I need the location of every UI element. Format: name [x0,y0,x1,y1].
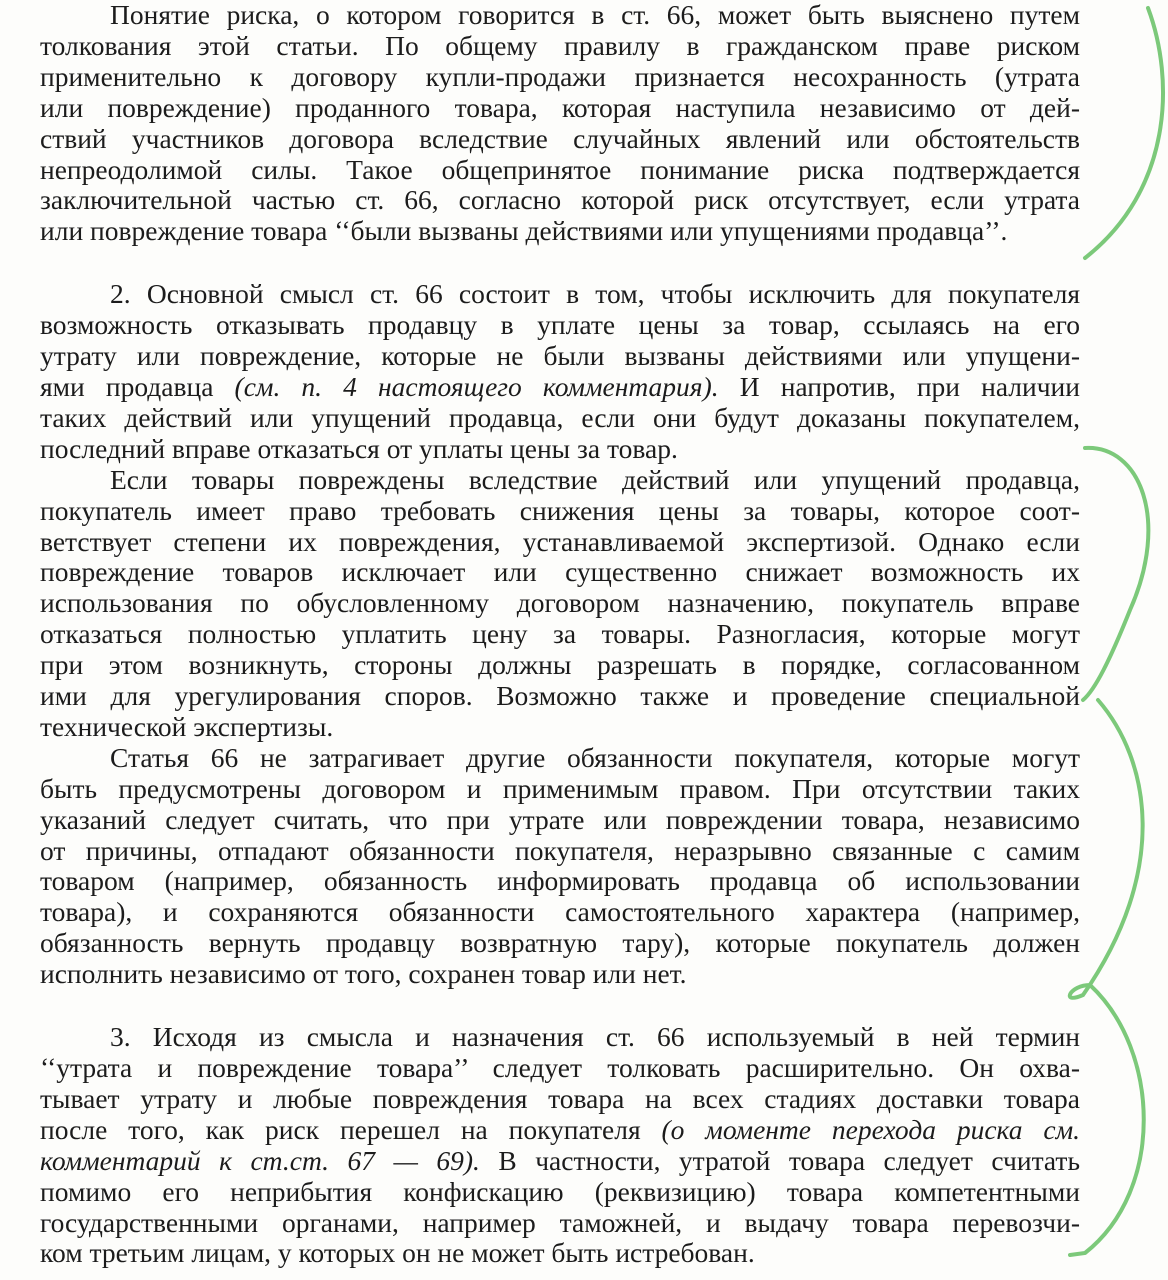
document-page [40,0,1080,1269]
text-line: от причины, отпадают обязанности покупателя, неразрывно связанные с самим [40,834,1080,866]
text-line: покупатель имеет право требовать снижения цены за товары, которое соот- [40,494,1080,526]
paragraph-3-loss-and-damage [40,1022,1080,1269]
text-line: ствий участников договора вследствие случайных явлений или обстоятельств [40,122,1080,154]
text-line: повреждение товаров исключает или существенно снижает возможность их [40,556,1080,588]
green-bracket-top [1085,8,1163,258]
text-line: или повреждение товара ‘‘были вызваны действиями или упущениями продавца’’. [40,215,1008,247]
text-line: заключительной частью ст. 66, согласно которой риск отсутствует, если утрата [40,184,1080,216]
text-line: товаром (например, обязанность информировать продавца об использовании [40,865,1080,897]
text-segment: ями продавца [40,370,235,402]
text-line: возможность отказывать продавцу в уплате цены за товар, ссылаясь на его [40,309,1080,341]
italic-reference: комментарий к ст.ст. 67 — 69). [40,1144,480,1176]
text-line: ими для урегулирования споров. Возможно также и проведение специальной [40,680,1080,712]
text-line: 3. Исходя из смысла и назначения ст. 66 используемый в ней термин [110,1021,1080,1053]
italic-reference: (о моменте перехода риска см. [661,1113,1080,1145]
text-line: указаний следует считать, что при утрате или повреждении товара, независимо [40,803,1080,835]
text-line: ‘‘утрата и повреждение товара’’ следует толковать расширительно. Он охва- [40,1052,1080,1083]
paragraph-gap [40,247,1080,279]
text-segment: В частности, утратой товара следует считать [479,1144,1080,1176]
green-bracket-middle [1083,448,1148,700]
text-line: утрату или повреждение, которые не были вызваны действиями или упущени- [40,340,1080,372]
paragraph-risk-concept [40,0,1080,247]
text-line [40,372,1080,403]
text-line: государственными органами, например таможней, и выдачу товара перевозчи- [40,1206,1080,1238]
text-line: таких действий или упущений продавца, если они будут доказаны покупателем, [40,401,1080,433]
text-line: отказаться полностью уплатить цену за товары. Разногласия, которые могут [40,618,1080,650]
text-line: или повреждение) проданного товара, которая наступила независимо от дей- [40,91,1080,123]
text-line: обязанность вернуть продавцу возвратную тару), которые покупатель должен [40,927,1080,959]
text-segment: И напротив, при наличии [718,370,1080,402]
green-bracket-lower [1070,700,1144,1255]
text-line: Понятие риска, о котором говорится в ст. 66, может быть выяснено путем [110,0,1080,30]
text-line: последний вправе отказаться от уплаты цены за товар. [40,432,678,464]
text-line: быть предусмотрены договором и применимым правом. При отсутствии таких [40,772,1080,804]
text-line: ком третьим лицам, у которых он не может быть истребован. [40,1237,755,1269]
text-line [40,1115,1080,1146]
paragraph-2-main-meaning [40,279,1080,464]
text-line: Если товары повреждены вследствие действий или упущений продавца, [110,463,1080,495]
paragraph-gap [40,990,1080,1022]
italic-reference: (см. п. 4 настоящего комментария). [234,370,719,402]
text-line: исполнить независимо от того, сохранен товар или нет. [40,958,687,990]
text-line: Статья 66 не затрагивает другие обязанности покупателя, которые могут [110,741,1080,773]
text-line [40,1146,1080,1177]
text-line: применительно к договору купли-продажи признается несохранность (утрата [40,60,1080,92]
text-line: товара), и сохраняются обязанности самостоятельного характера (например, [40,896,1080,928]
text-line: тывает утрату и любые повреждения товара на всех стадиях доставки товара [40,1082,1080,1114]
text-line: использования по обусловленному договором назначению, покупатель вправе [40,587,1080,619]
text-line: толкования этой статьи. По общему правилу в гражданском праве риском [40,29,1080,61]
text-line: непреодолимой силы. Такое общепринятое понимание риска подтверждается [40,153,1080,185]
text-line: помимо его неприбытия конфискацию (реквизицию) товара компетентными [40,1175,1080,1207]
paragraph-damaged-goods [40,465,1080,743]
text-segment: после того, как риск перешел на покупателя [40,1113,662,1145]
text-line: технической экспертизы. [40,710,334,742]
text-line: ветствует степени их повреждения, устанавливаемой экспертизой. Однако если [40,525,1080,557]
text-line: при этом возникнуть, стороны должны разрешать в порядке, согласованном [40,649,1080,681]
text-line: 2. Основной смысл ст. 66 состоит в том, чтобы исключить для покупателя [110,278,1080,310]
paragraph-article-66-obligations [40,743,1080,990]
